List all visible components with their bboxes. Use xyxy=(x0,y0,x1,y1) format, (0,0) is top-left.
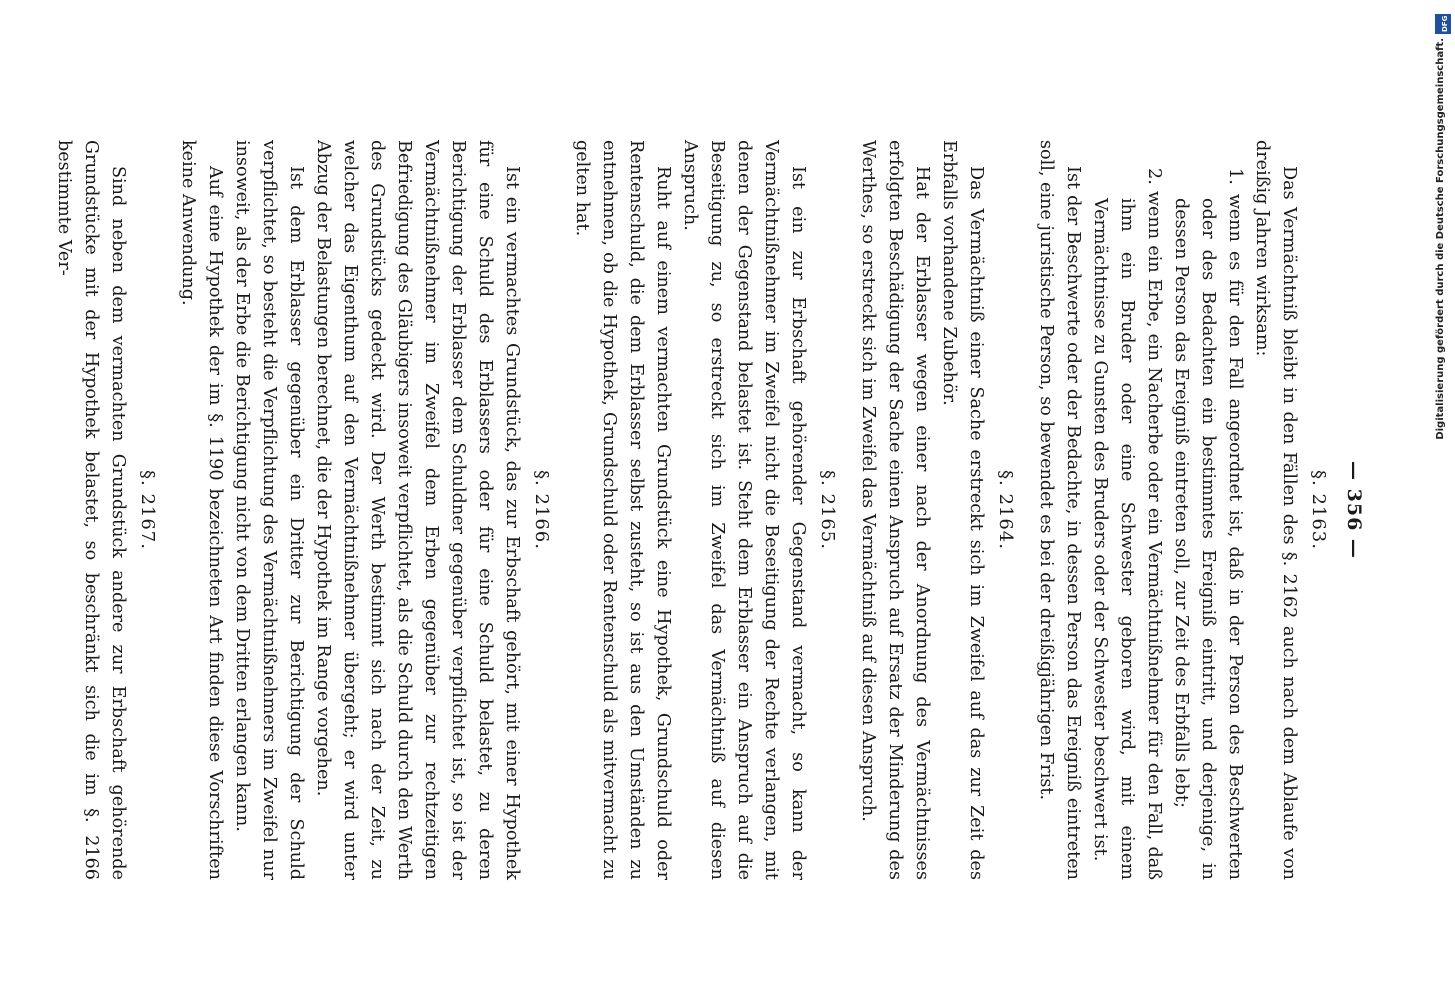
paragraph: Hat der Erblasser wegen einer nach der Anordnung des Vermächtnisses erfolgten Beschädigung der Sache einen Anspruch auf Ersatz der Minderung des Werthes, so erstreckt sich im Zweifel das Vermächtniß auf diesen Anspruch. xyxy=(858,140,932,880)
paragraph: Ist dem Erblasser gegenüber ein Dritter zur Berichtigung der Schuld verpflichtet, so besteht die Verpflichtung des Vermächtnißnehmers im Zweifel nur insoweit, als der Erbe die Berichtigung nicht von dem Dritten erlangen kann. xyxy=(232,140,306,880)
paragraph: Sind neben dem vermachten Grundstück andere zur Erbschaft gehörende Grundstücke mit der Hypothek belastet, so beschränkt sich die im §. 2166 bestimmte Ver- xyxy=(54,140,128,880)
list-item: 1. wenn es für den Fall angeordnet ist, daß in der Person des Beschwerten oder des Bedachten ein bestimmtes Ereigniß eintritt, und derjenige, in dessen Person das Ereigniß eintreten soll, zur Zeit des Erbfalls lebt; xyxy=(1171,168,1245,880)
paragraph: Auf eine Hypothek der im §. 1190 bezeichneten Art finden diese Vorschriften keine Anwendung. xyxy=(178,140,225,880)
dfg-logo: DFG xyxy=(1435,14,1451,34)
section-heading: §. 2165. xyxy=(817,470,838,550)
section-2163 xyxy=(1032,140,1329,880)
text-block xyxy=(50,140,1365,880)
section-heading: §. 2166. xyxy=(531,470,552,550)
paragraph: Das Vermächtniß einer Sache erstreckt sich im Zweifel auf das zur Zeit des Erbfalls vorhandene Zubehör. xyxy=(939,140,986,880)
paragraph: Das Vermächtniß bleibt in den Fällen des §. 2162 auch nach dem Ablaufe von dreißig Jahren wirksam: xyxy=(1252,140,1299,880)
dfg-funding-note: Digitalisierung gefördert durch die Deutsche Forschungsgemeinschaft. xyxy=(1435,38,1446,440)
section-2165 xyxy=(568,140,838,880)
page-number: — 356 — xyxy=(1343,461,1365,559)
dfg-watermark xyxy=(1435,14,1451,440)
section-heading: §. 2164. xyxy=(995,470,1016,550)
section-heading: §. 2163. xyxy=(1308,470,1329,550)
paragraph: Ruht auf einem vermachten Grundstück eine Hypothek, Grundschuld oder Rentenschuld, die dem Erblasser selbst zusteht, so ist aus den Umständen zu entnehmen, ob die Hypothek, Grundschuld oder Rentenschuld als mitvermacht zu gelten hat. xyxy=(572,140,673,880)
section-2167 xyxy=(50,140,158,880)
paragraph: Ist der Beschwerte oder der Bedachte, in dessen Person das Ereigniß eintreten soll, eine juristische Person, so bewendet es bei der dreißigjährigen Frist. xyxy=(1036,140,1083,880)
section-heading: §. 2167. xyxy=(137,470,158,550)
section-2166 xyxy=(174,140,552,880)
list-item: 2. wenn ein Erbe, ein Nacherbe oder ein Vermächtnißnehmer für den Fall, daß ihm ein Bruder oder eine Schwester geboren wird, mit einem Vermächtnisse zu Gunsten des Bruders oder der Schwester beschwert ist. xyxy=(1090,168,1164,880)
paragraph: Ist ein zur Erbschaft gehörender Gegenstand vermacht, so kann der Vermächtnißnehmer im Zweifel nicht die Beseitigung der Rechte verlangen, mit denen der Gegenstand belastet ist. Steht dem Erblasser ein Anspruch auf die Beseitigung zu, so erstreckt sich im Zweifel das Vermächtniß auf diesen Anspruch. xyxy=(680,140,808,880)
section-2164 xyxy=(854,140,1016,880)
paragraph: Ist ein vermachtes Grundstück, das zur Erbschaft gehört, mit einer Hypothek für eine Schuld des Erblassers oder für eine Schuld belastet, zu deren Berichtigung der Erblasser dem Schuldner gegenüber verpflichtet ist, so ist der Vermächtnißnehmer im Zweifel dem Erben gegenüber zur rechtzeitigen Befriedigung des Gläubigers insoweit verpflichtet, als die Schuld durch den Werth des Grundstücks gedeckt wird. Der Werth bestimmt sich nach der Zeit, zu welcher das Eigenthum auf den Vermächtnißnehmer übergeht; er wird unter Abzug der Belastungen berechnet, die der Hypothek im Range vorgehen. xyxy=(313,140,522,880)
